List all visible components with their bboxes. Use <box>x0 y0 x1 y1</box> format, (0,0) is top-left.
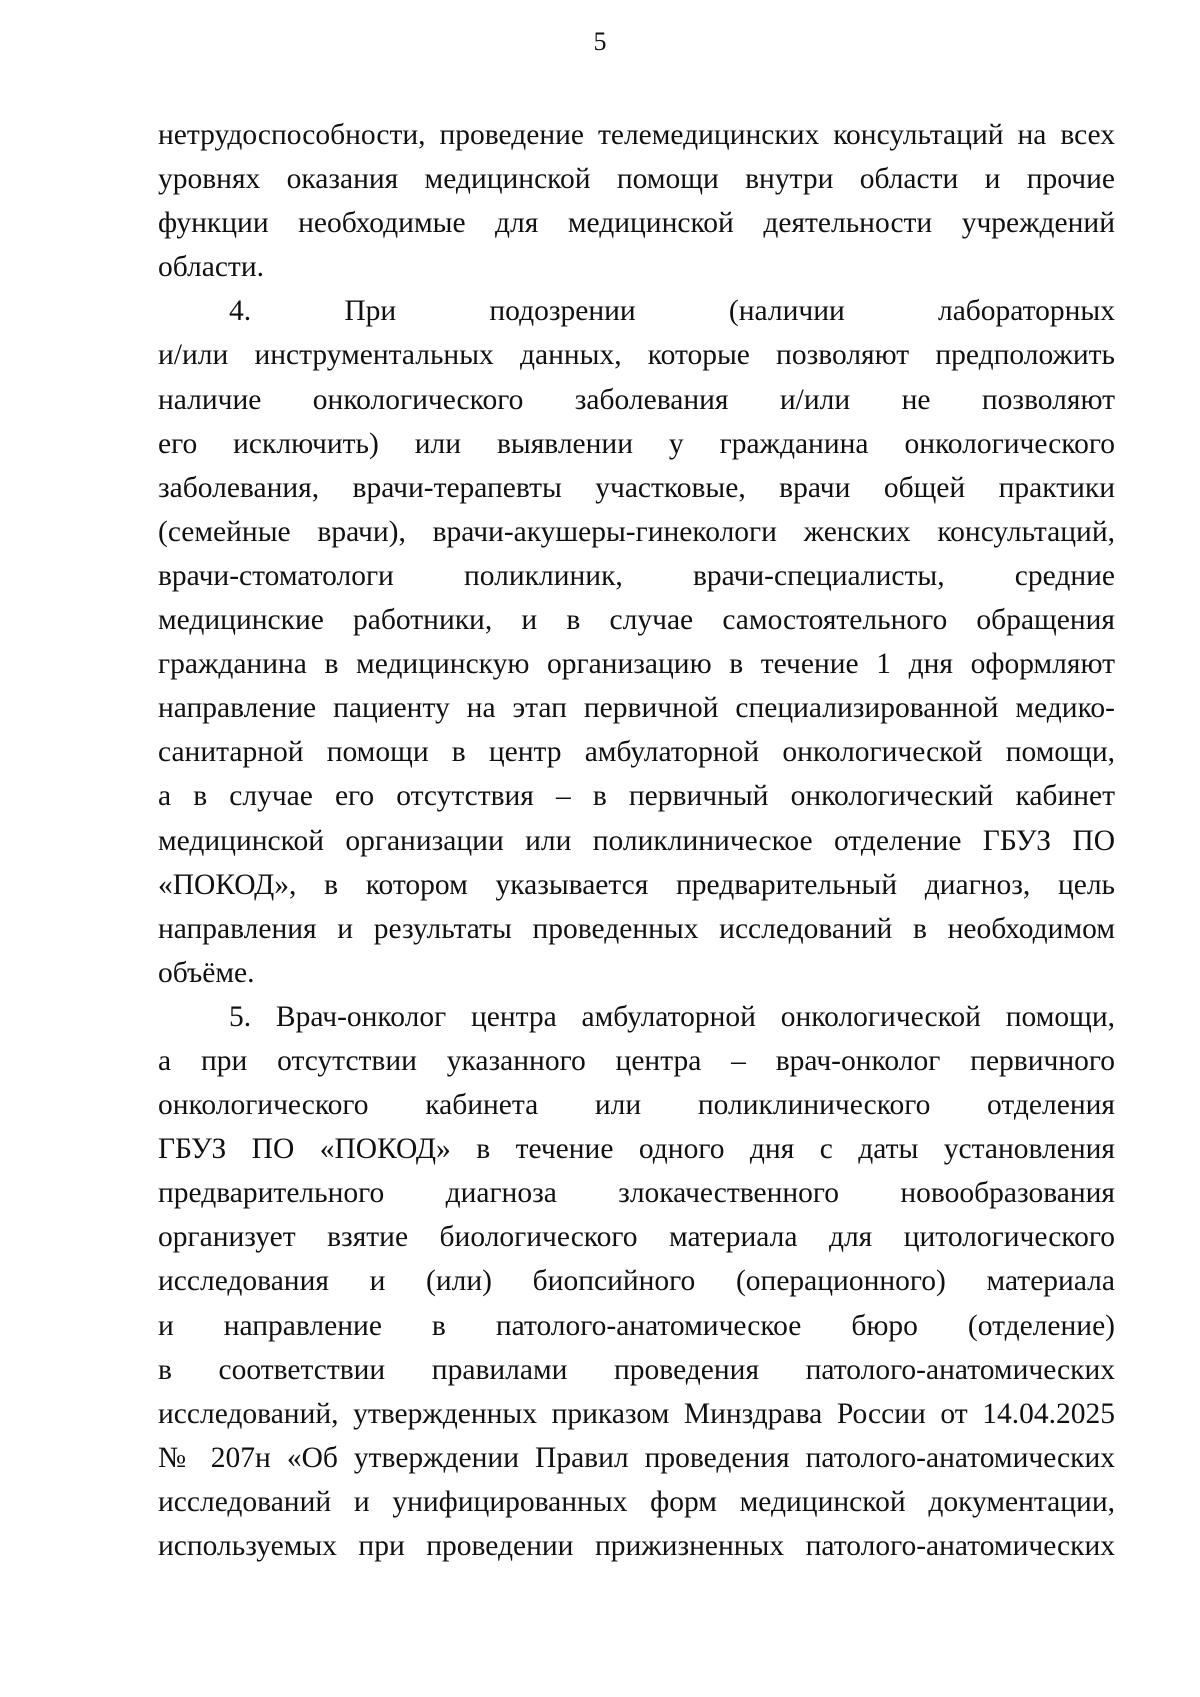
text-line: в соответствии правилами проведения патолого-анатомических <box>158 1353 1115 1386</box>
text-line: № 207н «Об утверждении Правил проведения патолого-анатомических <box>158 1441 1115 1474</box>
text-line: (семейные врачи), врачи-акушеры-гинекологи женских консультаций, <box>158 515 1115 548</box>
text-line: направления и результаты проведенных исследований в необходимом <box>158 912 1115 945</box>
text-line: его исключить) или выявлении у гражданина онкологического <box>158 427 1115 460</box>
text-line: медицинские работники, и в случае самостоятельного обращения <box>158 604 1115 637</box>
text-line: санитарной помощи в центр амбулаторной онкологической помощи, <box>158 736 1115 769</box>
text-line: заболевания, врачи-терапевты участковые, врачи общей практики <box>158 471 1115 504</box>
text-line: а в случае его отсутствия – в первичный онкологический кабинет <box>158 780 1115 813</box>
text-line: и направление в патолого-анатомическое бюро (отделение) <box>158 1309 1115 1342</box>
text-line: 4. При подозрении (наличии лабораторных <box>229 295 1115 328</box>
text-line: наличие онкологического заболевания и/или не позволяют <box>158 383 1115 416</box>
text-line: «ПОКОД», в котором указывается предварительный диагноз, цель <box>158 868 1115 901</box>
text-line: исследования и (или) биопсийного (операционного) материала <box>158 1265 1115 1298</box>
text-line: исследований, утвержденных приказом Минздрава России от 14.04.2025 <box>158 1397 1115 1430</box>
text-line: нетрудоспособности, проведение телемедицинских консультаций на всех <box>158 119 1115 151</box>
text-line: а при отсутствии указанного центра – врач-онколог первичного <box>158 1044 1115 1077</box>
text-line: гражданина в медицинскую организацию в течение 1 дня оформляют <box>158 648 1115 681</box>
text-line: 5. Врач-онколог центра амбулаторной онкологической помощи, <box>229 1000 1115 1033</box>
text-line: онкологического кабинета или поликлинического отделения <box>158 1089 1115 1122</box>
text-line: предварительного диагноза злокачественного новообразования <box>158 1177 1115 1210</box>
text-line: направление пациенту на этап первичной специализированной медико- <box>158 692 1115 725</box>
text-line: функции необходимые для медицинской деятельности учреждений <box>158 207 1115 240</box>
text-line: исследований и унифицированных форм медицинской документации, <box>158 1485 1115 1518</box>
text-line: врачи-стоматологи поликлиник, врачи-специалисты, средние <box>158 559 1115 592</box>
text-line: организует взятие биологического материала для цитологического <box>158 1221 1115 1254</box>
text-line: области. <box>158 251 264 284</box>
page-number: 5 <box>593 27 607 56</box>
text-line: объёме. <box>158 956 255 989</box>
text-line: используемых при проведении прижизненных патолого-анатомических <box>158 1530 1115 1562</box>
document-body <box>158 113 1115 1568</box>
text-line: и/или инструментальных данных, которые позволяют предположить <box>158 339 1115 372</box>
text-line: медицинской организации или поликлиническое отделение ГБУЗ ПО <box>158 824 1115 857</box>
text-line: ГБУЗ ПО «ПОКОД» в течение одного дня с даты установления <box>158 1133 1115 1166</box>
text-line: уровнях оказания медицинской помощи внутри области и прочие <box>158 163 1115 196</box>
